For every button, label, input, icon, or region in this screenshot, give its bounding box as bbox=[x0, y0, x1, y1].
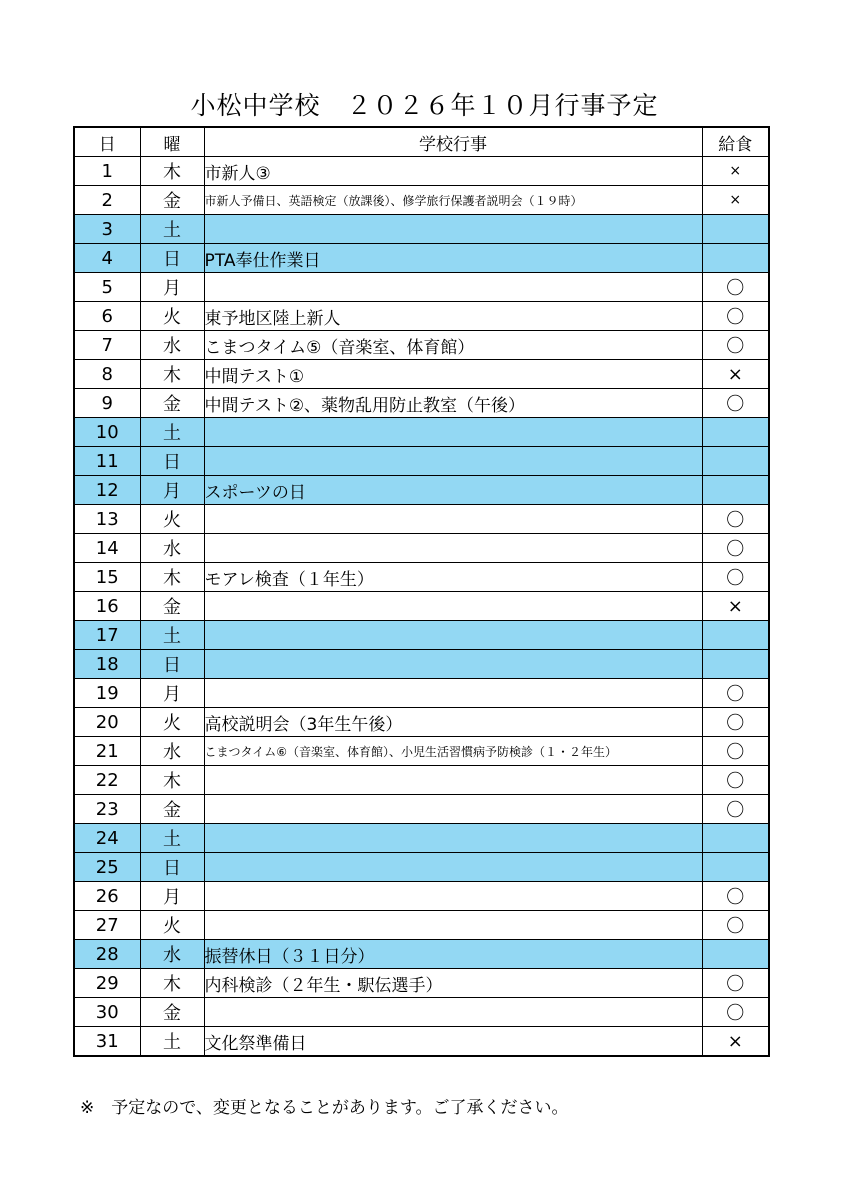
event-cell: PTA奉仕作業日 bbox=[204, 244, 702, 273]
lunch-cell: 〇 bbox=[702, 679, 769, 708]
table-row bbox=[74, 186, 769, 215]
day-cell: 20 bbox=[74, 708, 140, 737]
event-cell: 高校説明会（3年生午後） bbox=[204, 708, 702, 737]
table-row bbox=[74, 969, 769, 998]
table-row bbox=[74, 911, 769, 940]
day-cell: 28 bbox=[74, 940, 140, 969]
table-row bbox=[74, 998, 769, 1027]
event-cell: 内科検診（２年生・駅伝選手） bbox=[204, 969, 702, 998]
table-row bbox=[74, 592, 769, 621]
day-of-week-cell: 火 bbox=[140, 505, 204, 534]
day-of-week-cell: 日 bbox=[140, 853, 204, 882]
event-cell: こまつタイム⑤（音楽室、体育館） bbox=[204, 331, 702, 360]
day-cell: 27 bbox=[74, 911, 140, 940]
day-cell: 30 bbox=[74, 998, 140, 1027]
day-cell: 4 bbox=[74, 244, 140, 273]
lunch-cell: 〇 bbox=[702, 766, 769, 795]
day-cell: 14 bbox=[74, 534, 140, 563]
lunch-cell: 〇 bbox=[702, 969, 769, 998]
day-of-week-cell: 金 bbox=[140, 592, 204, 621]
table-row bbox=[74, 157, 769, 186]
table-row bbox=[74, 273, 769, 302]
day-of-week-cell: 月 bbox=[140, 273, 204, 302]
lunch-cell: 〇 bbox=[702, 795, 769, 824]
table-row bbox=[74, 476, 769, 505]
day-of-week-cell: 土 bbox=[140, 824, 204, 853]
lunch-cell: 〇 bbox=[702, 273, 769, 302]
lunch-cell: × bbox=[702, 1027, 769, 1057]
event-cell bbox=[204, 215, 702, 244]
table-row bbox=[74, 621, 769, 650]
day-of-week-cell: 火 bbox=[140, 302, 204, 331]
event-cell: 中間テスト②、薬物乱用防止教室（午後） bbox=[204, 389, 702, 418]
day-of-week-cell: 金 bbox=[140, 186, 204, 215]
table-row bbox=[74, 389, 769, 418]
lunch-cell bbox=[702, 418, 769, 447]
day-of-week-cell: 月 bbox=[140, 476, 204, 505]
day-cell: 18 bbox=[74, 650, 140, 679]
day-cell: 22 bbox=[74, 766, 140, 795]
day-of-week-cell: 水 bbox=[140, 331, 204, 360]
lunch-cell bbox=[702, 244, 769, 273]
footnote: ※ 予定なので、変更となることがあります。ご了承ください。 bbox=[80, 1098, 569, 1118]
day-cell: 2 bbox=[74, 186, 140, 215]
lunch-cell: 〇 bbox=[702, 882, 769, 911]
day-of-week-cell: 木 bbox=[140, 563, 204, 592]
lunch-cell: 〇 bbox=[702, 505, 769, 534]
header-school-lunch: 給食 bbox=[702, 127, 769, 157]
lunch-cell bbox=[702, 447, 769, 476]
table-row bbox=[74, 244, 769, 273]
event-cell: 文化祭準備日 bbox=[204, 1027, 702, 1057]
table-row bbox=[74, 650, 769, 679]
event-cell bbox=[204, 679, 702, 708]
day-cell: 16 bbox=[74, 592, 140, 621]
lunch-cell: 〇 bbox=[702, 331, 769, 360]
day-cell: 11 bbox=[74, 447, 140, 476]
table-row bbox=[74, 215, 769, 244]
day-of-week-cell: 木 bbox=[140, 360, 204, 389]
table-row bbox=[74, 505, 769, 534]
lunch-cell bbox=[702, 215, 769, 244]
lunch-cell bbox=[702, 621, 769, 650]
event-cell bbox=[204, 273, 702, 302]
table-row bbox=[74, 360, 769, 389]
day-cell: 17 bbox=[74, 621, 140, 650]
table-row bbox=[74, 882, 769, 911]
event-cell bbox=[204, 853, 702, 882]
lunch-cell bbox=[702, 824, 769, 853]
day-cell: 13 bbox=[74, 505, 140, 534]
event-cell: スポーツの日 bbox=[204, 476, 702, 505]
event-cell: 市新人③ bbox=[204, 157, 702, 186]
day-of-week-cell: 日 bbox=[140, 447, 204, 476]
day-of-week-cell: 金 bbox=[140, 389, 204, 418]
day-of-week-cell: 土 bbox=[140, 215, 204, 244]
event-cell bbox=[204, 447, 702, 476]
day-cell: 31 bbox=[74, 1027, 140, 1057]
day-of-week-cell: 木 bbox=[140, 969, 204, 998]
day-of-week-cell: 金 bbox=[140, 998, 204, 1027]
lunch-cell: 〇 bbox=[702, 302, 769, 331]
header-school-event: 学校行事 bbox=[204, 127, 702, 157]
table-row bbox=[74, 679, 769, 708]
lunch-cell: × bbox=[702, 186, 769, 215]
schedule-rows bbox=[74, 157, 769, 1057]
lunch-cell: 〇 bbox=[702, 737, 769, 766]
header-day: 日 bbox=[74, 127, 140, 157]
day-cell: 21 bbox=[74, 737, 140, 766]
header-day-of-week: 曜 bbox=[140, 127, 204, 157]
table-row bbox=[74, 795, 769, 824]
event-cell bbox=[204, 824, 702, 853]
day-of-week-cell: 日 bbox=[140, 650, 204, 679]
lunch-cell: 〇 bbox=[702, 534, 769, 563]
schedule-table bbox=[73, 126, 770, 1057]
day-of-week-cell: 月 bbox=[140, 882, 204, 911]
day-of-week-cell: 木 bbox=[140, 157, 204, 186]
day-cell: 8 bbox=[74, 360, 140, 389]
event-cell: 中間テスト① bbox=[204, 360, 702, 389]
event-cell bbox=[204, 795, 702, 824]
table-row bbox=[74, 447, 769, 476]
day-of-week-cell: 木 bbox=[140, 766, 204, 795]
event-cell bbox=[204, 418, 702, 447]
day-cell: 29 bbox=[74, 969, 140, 998]
event-cell bbox=[204, 650, 702, 679]
lunch-cell: 〇 bbox=[702, 389, 769, 418]
day-cell: 6 bbox=[74, 302, 140, 331]
day-cell: 10 bbox=[74, 418, 140, 447]
lunch-cell: 〇 bbox=[702, 708, 769, 737]
day-cell: 26 bbox=[74, 882, 140, 911]
table-header-row bbox=[74, 127, 769, 157]
day-of-week-cell: 水 bbox=[140, 737, 204, 766]
lunch-cell: × bbox=[702, 360, 769, 389]
day-cell: 5 bbox=[74, 273, 140, 302]
lunch-cell bbox=[702, 940, 769, 969]
day-cell: 19 bbox=[74, 679, 140, 708]
table-row bbox=[74, 534, 769, 563]
event-cell: 東予地区陸上新人 bbox=[204, 302, 702, 331]
table-row bbox=[74, 708, 769, 737]
page-title: 小松中学校 ２０２６年１０月行事予定 bbox=[190, 91, 659, 120]
day-cell: 25 bbox=[74, 853, 140, 882]
day-of-week-cell: 月 bbox=[140, 679, 204, 708]
day-of-week-cell: 土 bbox=[140, 418, 204, 447]
table-row bbox=[74, 418, 769, 447]
day-of-week-cell: 土 bbox=[140, 1027, 204, 1057]
day-cell: 12 bbox=[74, 476, 140, 505]
day-cell: 24 bbox=[74, 824, 140, 853]
lunch-cell: 〇 bbox=[702, 563, 769, 592]
event-cell bbox=[204, 505, 702, 534]
day-of-week-cell: 土 bbox=[140, 621, 204, 650]
day-cell: 15 bbox=[74, 563, 140, 592]
table-row bbox=[74, 824, 769, 853]
day-cell: 1 bbox=[74, 157, 140, 186]
table-row bbox=[74, 766, 769, 795]
event-cell: こまつタイム⑥（音楽室、体育館）、小児生活習慣病予防検診（１・２年生） bbox=[204, 737, 702, 766]
event-cell bbox=[204, 766, 702, 795]
day-of-week-cell: 金 bbox=[140, 795, 204, 824]
day-of-week-cell: 火 bbox=[140, 708, 204, 737]
day-cell: 23 bbox=[74, 795, 140, 824]
table-row bbox=[74, 853, 769, 882]
event-cell: モアレ検査（１年生） bbox=[204, 563, 702, 592]
lunch-cell: 〇 bbox=[702, 998, 769, 1027]
lunch-cell: × bbox=[702, 157, 769, 186]
table-row bbox=[74, 940, 769, 969]
table-row bbox=[74, 302, 769, 331]
table-row bbox=[74, 737, 769, 766]
lunch-cell: × bbox=[702, 592, 769, 621]
day-cell: 7 bbox=[74, 331, 140, 360]
event-cell bbox=[204, 621, 702, 650]
day-of-week-cell: 水 bbox=[140, 534, 204, 563]
table-row bbox=[74, 331, 769, 360]
event-cell: 振替休日（３１日分） bbox=[204, 940, 702, 969]
table-row bbox=[74, 563, 769, 592]
day-cell: 9 bbox=[74, 389, 140, 418]
day-cell: 3 bbox=[74, 215, 140, 244]
event-cell: 市新人予備日、英語検定（放課後）、修学旅行保護者説明会（１９時） bbox=[204, 186, 702, 215]
lunch-cell: 〇 bbox=[702, 911, 769, 940]
day-of-week-cell: 水 bbox=[140, 940, 204, 969]
event-cell bbox=[204, 998, 702, 1027]
lunch-cell bbox=[702, 650, 769, 679]
day-of-week-cell: 日 bbox=[140, 244, 204, 273]
event-cell bbox=[204, 911, 702, 940]
event-cell bbox=[204, 882, 702, 911]
lunch-cell bbox=[702, 476, 769, 505]
day-of-week-cell: 火 bbox=[140, 911, 204, 940]
event-cell bbox=[204, 534, 702, 563]
table-row bbox=[74, 1027, 769, 1057]
lunch-cell bbox=[702, 853, 769, 882]
event-cell bbox=[204, 592, 702, 621]
